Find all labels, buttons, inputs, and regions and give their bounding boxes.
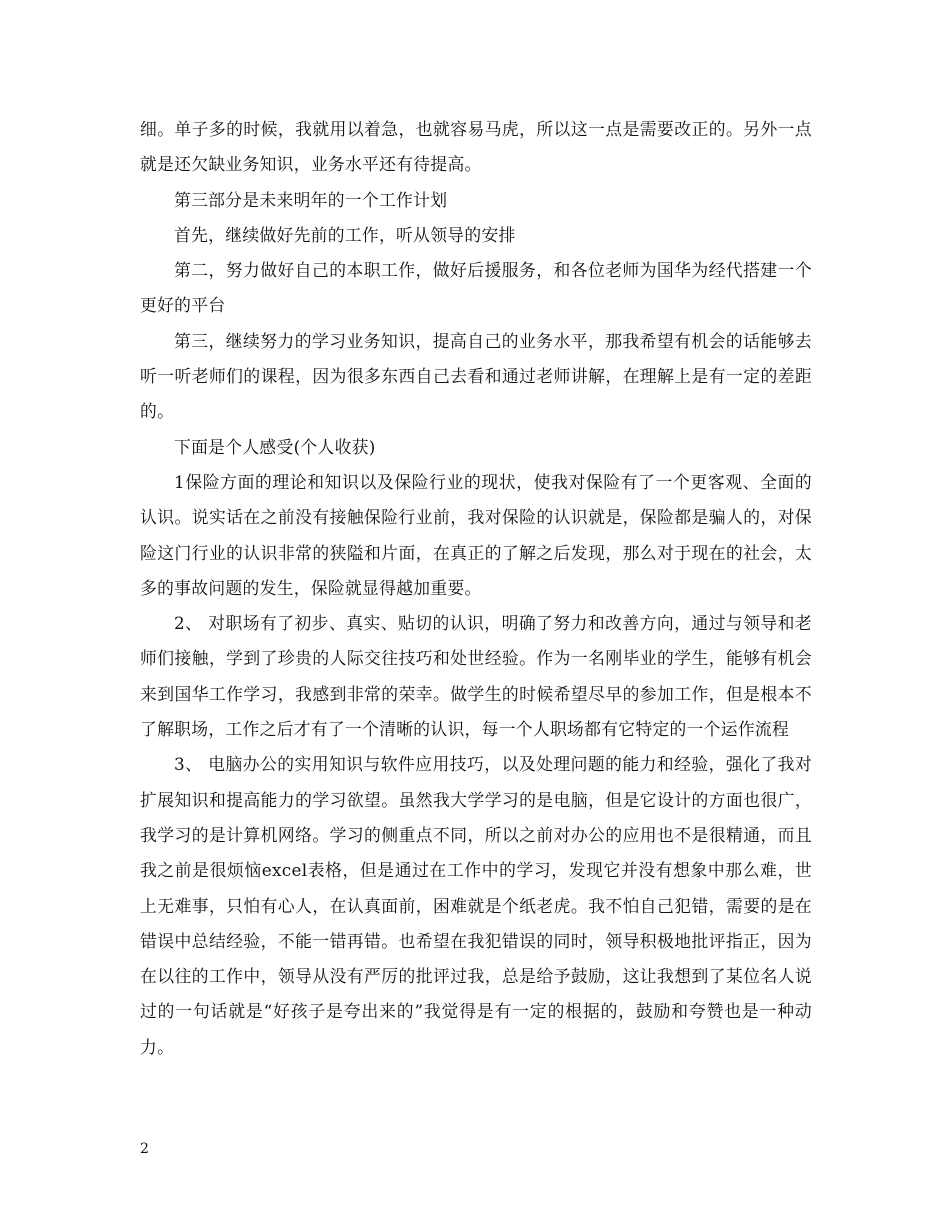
paragraph-gain-1: 1保险方面的理论和知识以及保险行业的现状，使我对保险有了一个更客观、全面的认识。说实话在之前没有接触保险行业前，我对保险的认识就是，保险都是骗人的，对保险这门行业的认识非常的狭隘和片面，在真正的了解之后发现，那么对于现在的社会，太多的事故问题的发生，保险就显得越加重要。 — [140, 471, 812, 598]
paragraph-plan-second: 第二，努力做好自己的本职工作，做好后援服务，和各位老师为国华为经代搭建一个更好的平台 — [140, 260, 812, 316]
paragraph-part-three-heading: 第三部分是未来明年的一个工作计划 — [174, 189, 448, 210]
paragraph-plan-third: 第三，继续努力的学习业务知识，提高自己的业务水平，那我希望有机会的话能够去听一听老师们的课程，因为很多东西自己去看和通过老师讲解，在理解上是有一定的差距的。 — [140, 330, 812, 422]
paragraph-gain-2: 2、 对职场有了初步、真实、贴切的认识，明确了努力和改善方向，通过与领导和老师们接触，学到了珍贵的人际交往技巧和处世经验。作为一名刚毕业的学生，能够有机会来到国华工作学习，我感到非常的荣幸。做学生的时候希望尽早的参加工作，但是根本不了解职场，工作之后才有了一个清晰的认识，每一个人职场都有它特定的一个运作流程 — [140, 613, 812, 740]
paragraph-gain-3: 3、 电脑办公的实用知识与软件应用技巧，以及处理问题的能力和经验，强化了我对扩展知识和提高能力的学习欲望。虽然我大学学习的是电脑，但是它设计的方面也很广，我学习的是计算机网络。学习的侧重点不同，所以之前对办公的应用也不是很精通，而且我之前是很烦恼excel表格，但是通过在工作中的学习，发现它并没有想象中那么难，世上无难事，只怕有心人，在认真面前，困难就是个纸老虎。我不怕自己犯错，需要的是在错误中总结经验，不能一错再错。也希望在我犯错误的同时，领导积极地批评指正，因为在以往的工作中，领导从没有严厉的批评过我，总是给予鼓励，这让我想到了某位名人说过的一句话就是“好孩子是夸出来的”我觉得是有一定的根据的，鼓励和夸赞也是一种动力。 — [140, 754, 812, 1057]
paragraph-continuation: 细。单子多的时候，我就用以着急，也就容易马虎，所以这一点是需要改正的。另外一点就是还欠缺业务知识，业务水平还有待提高。 — [140, 119, 812, 175]
page-number: 2 — [140, 1141, 149, 1157]
document-body — [140, 112, 812, 1065]
paragraph-feelings-heading: 下面是个人感受(个人收获) — [174, 436, 376, 457]
paragraph-plan-first: 首先，继续做好先前的工作，听从领导的安排 — [174, 224, 516, 245]
